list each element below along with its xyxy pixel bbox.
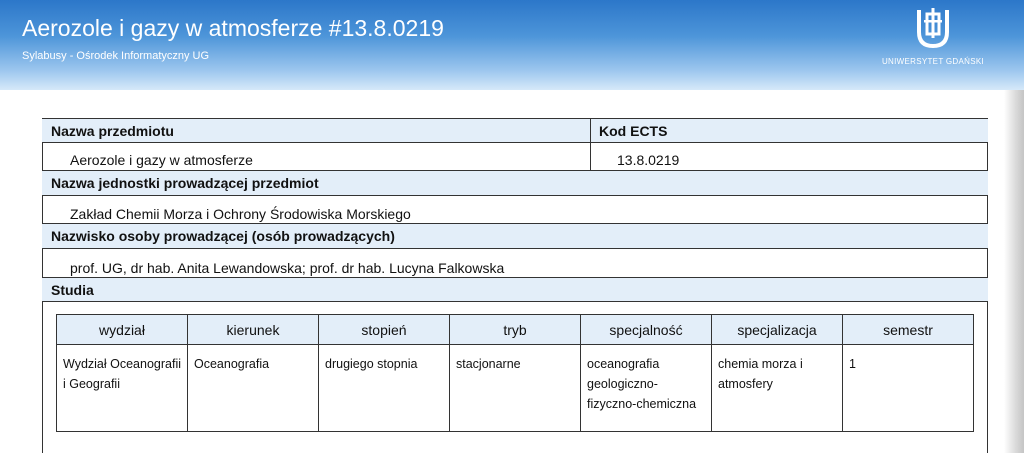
- col-header-kierunek: kierunek: [188, 315, 319, 345]
- cell-tryb: stacjonarne: [450, 345, 581, 432]
- ects-label: Kod ECTS: [599, 123, 668, 139]
- teachers-label: Nazwisko osoby prowadzącej (osób prowadzących): [51, 228, 395, 244]
- col-header-specjalnosc: specjalność: [581, 315, 712, 345]
- cell-wydzial: Wydział Oceanografii i Geografii: [57, 345, 188, 432]
- cell-specjalizacja: chemia morza i atmosfery: [712, 345, 843, 432]
- col-header-specjalizacja: specjalizacja: [712, 315, 843, 345]
- page-shadow: [1004, 90, 1024, 453]
- col-header-semestr: semestr: [843, 315, 974, 345]
- col-header-wydzial: wydział: [57, 315, 188, 345]
- unit-header: [42, 170, 988, 196]
- teachers-header: [42, 223, 988, 249]
- studies-table: [56, 314, 974, 432]
- studies-label: Studia: [51, 282, 94, 298]
- col-header-stopien: stopień: [319, 315, 450, 345]
- course-name-label: Nazwa przedmiotu: [51, 123, 174, 139]
- cell-kierunek: Oceanografia: [188, 345, 319, 432]
- cell-specjalnosc: oceanografia geologiczno-fizyczno-chemiczna: [581, 345, 712, 432]
- course-name-value: Aerozole i gazy w atmosferze: [70, 152, 253, 168]
- ug-logo-icon: [916, 6, 950, 50]
- cell-semestr: 1: [843, 345, 974, 432]
- page-subtitle: Sylabusy - Ośrodek Informatyczny UG: [22, 50, 210, 62]
- page-title: Aerozole i gazy w atmosferze #13.8.0219: [22, 15, 444, 41]
- col-header-tryb: tryb: [450, 315, 581, 345]
- teachers-value: prof. UG, dr hab. Anita Lewandowska; prof. dr hab. Lucyna Falkowska: [70, 260, 505, 276]
- name-ects-divider: [590, 118, 591, 170]
- ects-value: 13.8.0219: [617, 152, 680, 168]
- table-row: [57, 345, 974, 432]
- university-logo[interactable]: [878, 6, 988, 70]
- unit-label: Nazwa jednostki prowadzącej przedmiot: [51, 175, 319, 191]
- studies-table-header-row: [57, 315, 974, 345]
- cell-stopien: drugiego stopnia: [319, 345, 450, 432]
- studies-header: [42, 277, 988, 302]
- logo-text: UNIWERSYTET GDAŃSKI: [881, 57, 984, 66]
- syllabus-sheet: [0, 90, 1004, 453]
- unit-value: Zakład Chemii Morza i Ochrony Środowiska Morskiego: [70, 206, 411, 222]
- course-name-header: [42, 118, 988, 143]
- page-header: [0, 0, 1024, 90]
